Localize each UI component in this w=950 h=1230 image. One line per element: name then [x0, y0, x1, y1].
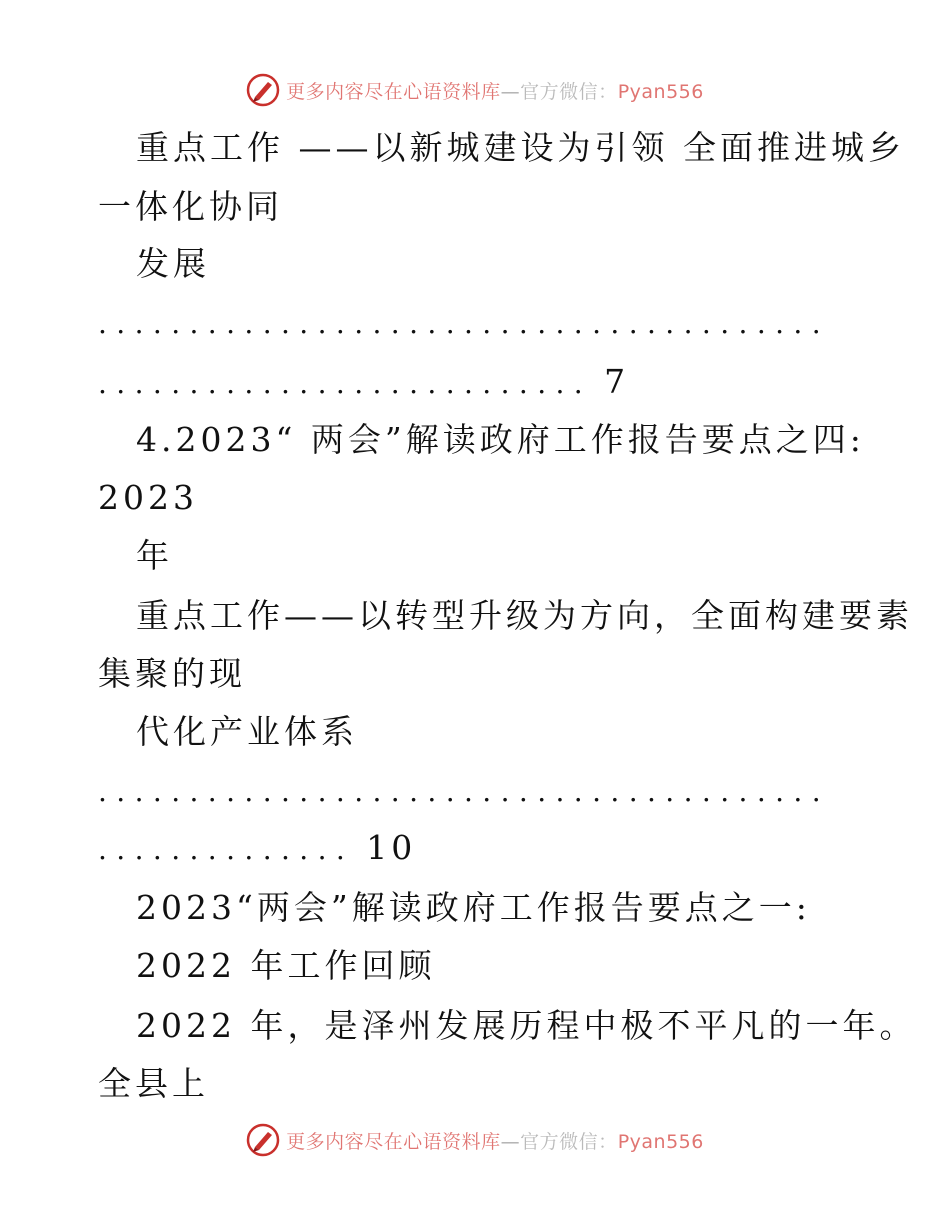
header-watermark	[0, 70, 950, 110]
toc-entry-4-line-2: 2023	[98, 478, 198, 517]
toc-entry-4-line-1: 4.2023“ 两会”解读政府工作报告要点之四:	[136, 420, 865, 459]
toc-entry-3-line-2: 一体化协同	[98, 187, 283, 226]
toc-entry-4-leader-1: ........................................	[98, 775, 831, 808]
paragraph-line-1: 2022 年，是泽州发展历程中极不平凡的一年。	[136, 1006, 917, 1045]
toc-entry-4-page-number: 10	[366, 828, 417, 867]
watermark-text	[286, 1127, 704, 1154]
toc-entry-3-leader-2	[98, 362, 629, 404]
toc-entry-4-line-6: 代化产业体系	[136, 712, 358, 751]
watermark-account: Pyan556	[617, 80, 704, 103]
toc-entry-4-line-5: 集聚的现	[98, 654, 246, 693]
toc-entry-4-leader-2	[98, 828, 416, 870]
watermark-text	[286, 77, 704, 104]
pen-logo-icon	[246, 73, 280, 107]
section-subheading: 2022 年工作回顾	[136, 946, 436, 985]
watermark-dash: —	[500, 80, 521, 103]
watermark-label: 官方微信：	[520, 80, 618, 103]
toc-entry-3-leader-1: ........................................	[98, 307, 831, 340]
pen-logo-icon	[246, 1123, 280, 1157]
toc-entry-3-line-3: 发展	[136, 244, 210, 283]
toc-entry-4-dots: ..............	[98, 833, 355, 866]
watermark-site: 更多内容尽在心语资料库	[286, 80, 501, 103]
toc-entry-3-dots: ...........................	[98, 367, 593, 400]
toc-entry-4-line-4: 重点工作——以转型升级为方向，全面构建要素	[136, 596, 913, 635]
watermark-label: 官方微信：	[520, 1130, 618, 1153]
toc-entry-3-line-1: 重点工作 ——以新城建设为引领 全面推进城乡	[136, 128, 905, 167]
footer-watermark	[0, 1120, 950, 1160]
watermark-site: 更多内容尽在心语资料库	[286, 1130, 501, 1153]
paragraph-line-2: 全县上	[98, 1064, 209, 1103]
section-heading: 2023“两会”解读政府工作报告要点之一:	[136, 888, 811, 927]
toc-entry-3-page-number: 7	[604, 362, 630, 401]
watermark-dash: —	[500, 1130, 521, 1153]
toc-entry-4-line-3: 年	[136, 536, 173, 575]
watermark-account: Pyan556	[617, 1130, 704, 1153]
